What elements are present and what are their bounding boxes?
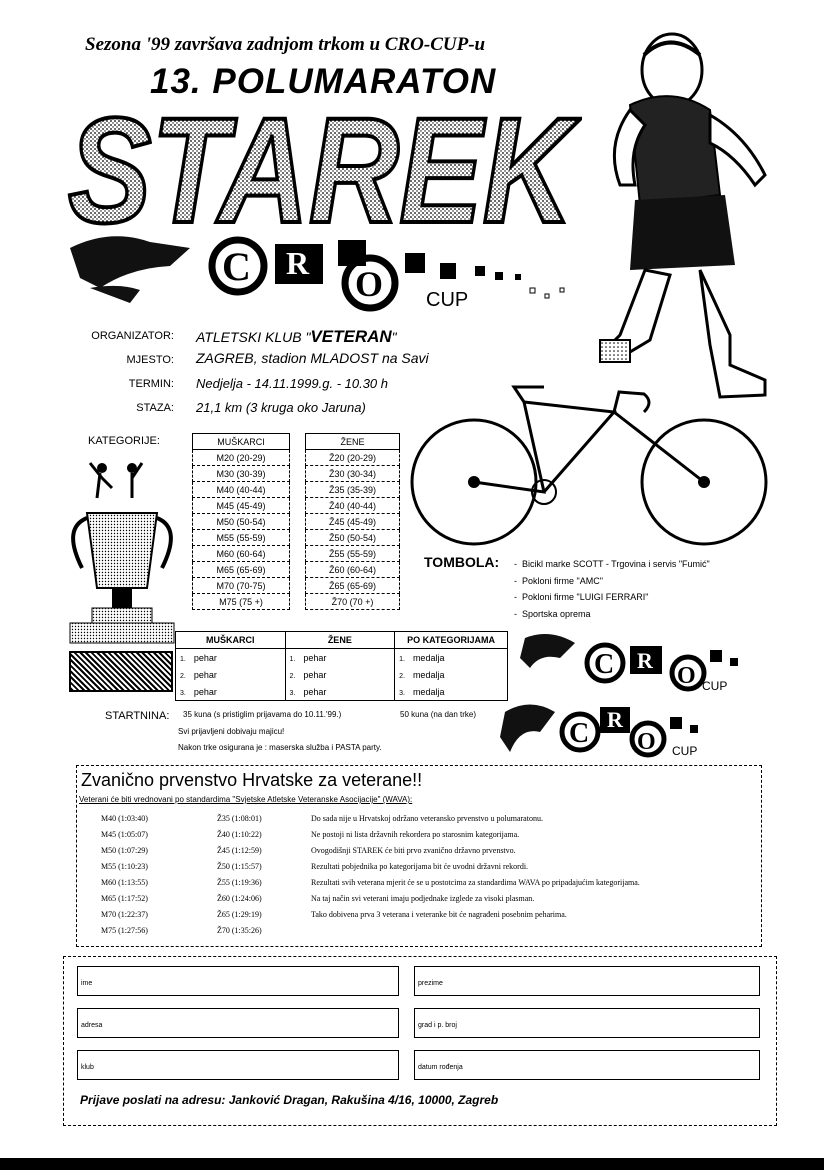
category-cell: M70 (70-75) [193,578,290,594]
cro-letter-o: O [637,729,656,755]
category-cell: Ž35 (35-39) [306,482,400,498]
ime-field[interactable]: ime [77,966,399,996]
grad-field[interactable]: grad i p. broj [414,1008,760,1038]
edition-title: 13. POLUMARATON [150,62,497,101]
cro-cup-logo-small [520,628,775,698]
registration-form [63,956,777,1126]
cro-letter-r: R [637,648,653,673]
organizator-prefix: ATLETSKI KLUB " [196,329,311,345]
cro-letter-r: R [286,245,310,281]
table-row: M70 (1:22:37) Ž65 (1:29:19) Tako dobivena prva 3 veterana i veteranke bit će nagrađeni posebnim peharima. [101,909,567,919]
categories-label: KATEGORIJE: [88,435,160,447]
championship-records-table [79,810,642,938]
startnina-note-services: Nakon trke osigurana je : maserska služba i PASTA party. [178,743,382,752]
tombola-item: - Pokloni firme "LUIGI FERRARI" [514,592,649,602]
category-cell: M65 (65-69) [193,562,290,578]
startnina-late: 50 kuna (na dan trke) [400,710,477,719]
organizator-value [196,327,397,347]
season-text: Sezona '99 završava zadnjom trkom u CRO-CUP-u [85,34,486,55]
prizes-header-women: ŽENE [285,632,395,649]
startnina-early: 35 kuna (s pristiglim prijavama do 10.11.'99.) [183,710,342,719]
trophy-illustration [62,448,182,648]
table-row: 3. pehar 3. pehar 3. medalja [176,683,508,701]
prizes-header-categories: PO KATEGORIJAMA [395,632,508,649]
bicycle-illustration [404,382,784,552]
cro-cup-logo-small [500,697,755,767]
category-cell: M50 (50-54) [193,514,290,530]
prezime-field[interactable]: prezime [414,966,760,996]
category-cell: M55 (55-59) [193,530,290,546]
cro-letter-c: C [222,244,251,289]
category-cell: Ž65 (65-69) [306,578,400,594]
datum-rodenja-field[interactable]: datum rođenja [414,1050,760,1080]
tombola-item: - Bicikl marke SCOTT - Trgovina i servis "Fumić" [514,559,710,569]
category-cell: M60 (60-64) [193,546,290,562]
mjesto-label: MJESTO: [126,354,174,366]
category-cell: M75 (75 +) [193,594,290,610]
table-row: M40 (1:03:40) Ž35 (1:08:01) Do sada nije u Hrvatskoj održano veteransko prvenstvo u polumaratonu. [101,813,543,823]
table-row: M55 (1:10:23) Ž50 (1:15:57) Rezultati pobjednika po kategorijama bit će uvodni državni rekordi. [101,861,529,871]
category-cell: M30 (30-39) [193,466,290,482]
cro-letter-c: C [569,718,590,749]
starek-logo-text: STAREK [68,96,582,231]
categories-men-table [192,433,290,610]
cro-letter-c: C [594,649,615,680]
table-row: M65 (1:17:52) Ž60 (1:24:06) Na taj način svi veterani imaju podjednake izglede za visoki plasman. [101,893,535,903]
table-row: M75 (1:27:56) Ž70 (1:35:26) [101,925,262,935]
staza-label: STAZA: [136,402,174,414]
termin-label: TERMIN: [128,378,174,390]
runner-illustration [560,25,775,405]
mjesto-value: ZAGREB, stadion MLADOST na Savi [196,350,429,366]
table-row: 1. pehar 1. pehar 1. medalja [176,649,508,667]
adresa-field[interactable]: adresa [77,1008,399,1038]
startnina-label: STARTNINA: [105,710,170,722]
startnina-note-shirt: Svi prijavljeni dobivaju majicu! [178,727,285,736]
prizes-table [175,631,508,701]
cro-cup-text: CUP [426,289,469,311]
staza-value: 21,1 km (3 kruga oko Jaruna) [196,400,366,415]
category-cell: Ž30 (30-34) [306,466,400,482]
prizes-header-men: MUŠKARCI [176,632,286,649]
table-row: M50 (1:07:29) Ž45 (1:12:59) Ovogodišnji STAREK će biti prvo zvanično državno prvenstvo. [101,845,516,855]
category-cell: M20 (20-29) [193,450,290,466]
klub-field[interactable]: klub [77,1050,399,1080]
cro-cup-text: CUP [672,744,698,758]
scan-border [0,1158,824,1170]
tombola-label: TOMBOLA: [424,554,500,570]
categories-men-header: MUŠKARCI [193,434,290,450]
tombola-item: - Pokloni firme "AMC" [514,576,603,586]
organizator-label: ORGANIZATOR: [91,330,174,342]
category-cell: Ž60 (60-64) [306,562,400,578]
cro-letter-r: R [607,707,623,732]
footer-address: Prijave poslati na adresu: Janković Dragan, Rakušina 4/16, 10000, Zagreb [80,1093,499,1107]
championship-subtitle: Veterani će biti vrednovani po standardima "Svjetske Atletske Veteranske Asocijacije" (WAVA): [79,795,413,804]
starek-logo [62,96,582,231]
category-cell: Ž20 (20-29) [306,450,400,466]
cro-letter-o: O [677,663,696,689]
medal-plaque [69,651,173,692]
organizator-suffix: " [391,329,397,345]
table-row: 2. pehar 2. pehar 2. medalja [176,666,508,683]
categories-women-header: ŽENE [306,434,400,450]
category-cell: Ž55 (55-59) [306,546,400,562]
termin-value: Nedjelja - 14.11.1999.g. - 10.30 h [196,376,389,391]
championship-box [76,765,762,947]
category-cell: M45 (45-49) [193,498,290,514]
category-cell: Ž50 (50-54) [306,530,400,546]
cro-cup-logo [70,228,580,326]
categories-women-table [305,433,400,610]
tombola-item: - Sportska oprema [514,609,591,619]
category-cell: Ž40 (40-44) [306,498,400,514]
category-cell: M40 (40-44) [193,482,290,498]
category-cell: Ž45 (45-49) [306,514,400,530]
organizator-club-name: VETERAN [310,327,392,346]
cro-letter-o: O [355,264,384,304]
category-cell: Ž70 (70 +) [306,594,400,610]
championship-title: Zvanično prvenstvo Hrvatske za veterane!! [81,770,423,790]
table-row: M60 (1:13:55) Ž55 (1:19:36) Rezultati svih veterana mjerit će se u postotcima za standardima WAVA po pripadajućim kategorijama. [101,877,640,887]
table-row: M45 (1:05:07) Ž40 (1:10:22) Ne postoji ni lista državnih rekordera po starosnim kategorijama. [101,829,520,839]
cro-cup-text: CUP [702,679,728,693]
